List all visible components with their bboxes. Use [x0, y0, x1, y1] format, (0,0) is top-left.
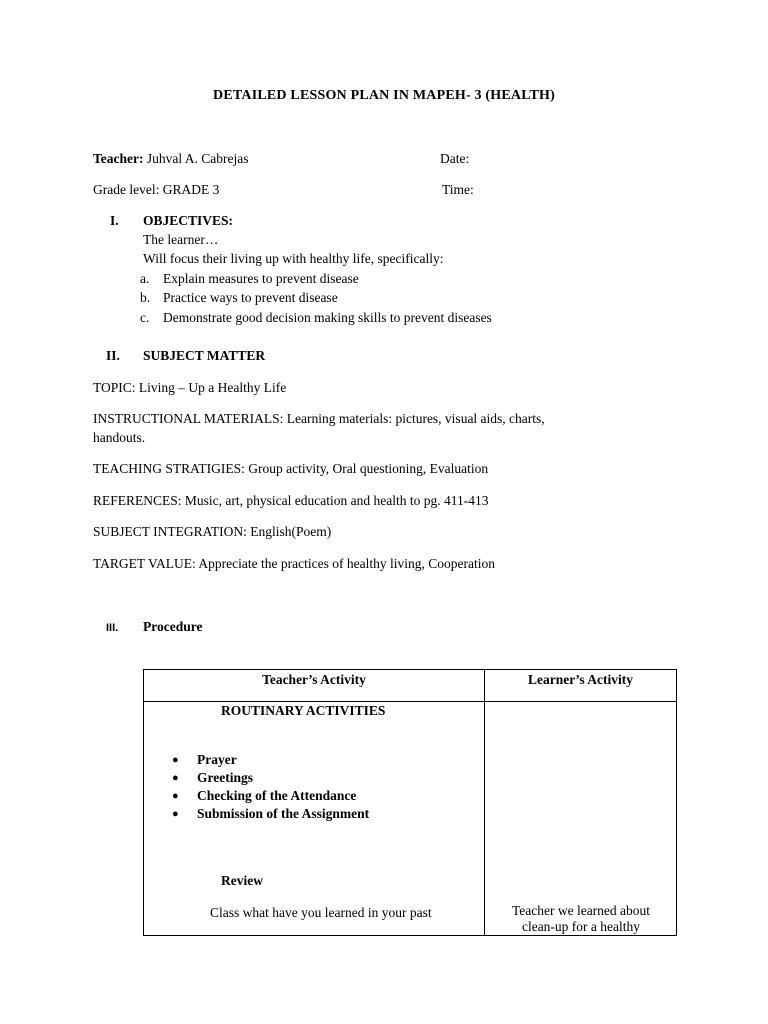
routinary-heading: ROUTINARY ACTIVITIES [221, 703, 386, 718]
procedure-heading: Procedure [143, 619, 203, 634]
grade-label: Grade level: [93, 182, 160, 197]
objectives-heading: OBJECTIVES: [143, 213, 234, 228]
integration-line: SUBJECT INTEGRATION: English(Poem) [93, 524, 332, 539]
topic-line: TOPIC: Living – Up a Healthy Life [93, 380, 287, 395]
learner-activity-header-text: Learner’s Activity [527, 672, 634, 687]
date-label: Date: [440, 151, 470, 166]
teacher-name: Juhval A. Cabrejas [146, 151, 249, 166]
grade-value: GRADE 3 [162, 182, 220, 197]
bullet-icon: ● [172, 754, 179, 766]
objective-marker-c: c. [140, 310, 150, 325]
learner-review-line-2: clean-up for a healthy [521, 919, 641, 934]
teacher-activity-cell [144, 702, 485, 936]
routine-item-prayer: Prayer [197, 752, 237, 767]
strategies-line: TEACHING STRATIGIES: Group activity, Oral questioning, Evaluation [93, 461, 489, 476]
routine-item-greetings: Greetings [197, 770, 253, 785]
materials-line-2: handouts. [93, 430, 146, 445]
procedure-table-header-row [144, 670, 677, 702]
objective-text-c: Demonstrate good decision making skills to prevent diseases [163, 310, 492, 325]
bullet-icon: ● [172, 790, 179, 802]
grade-row [93, 182, 219, 198]
materials-line-1: INSTRUCTIONAL MATERIALS: Learning materials: pictures, visual aids, charts, [93, 411, 545, 426]
teacher-row [93, 151, 248, 167]
teacher-activity-header-text: Teacher’s Activity [262, 672, 366, 687]
bullet-icon: ● [172, 808, 179, 820]
subject-matter-heading: SUBJECT MATTER [143, 348, 266, 363]
learner-review-line-1: Teacher we learned about [511, 903, 651, 918]
procedure-table-body-row [144, 702, 677, 936]
review-heading: Review [221, 873, 263, 888]
routine-item-attendance: Checking of the Attendance [197, 788, 357, 803]
bullet-icon: ● [172, 772, 179, 784]
teacher-review-line: Class what have you learned in your past [210, 905, 432, 920]
teacher-label: Teacher: [93, 151, 144, 166]
learner-activity-cell [485, 702, 677, 936]
document-title: DETAILED LESSON PLAN IN MAPEH- 3 (HEALTH) [213, 88, 555, 103]
objectives-numeral: I. [110, 213, 119, 228]
objective-text-b: Practice ways to prevent disease [163, 290, 338, 305]
time-label: Time: [442, 182, 474, 197]
teacher-activity-header [144, 670, 485, 702]
procedure-table [143, 669, 677, 936]
objective-marker-a: a. [140, 271, 150, 286]
references-line: REFERENCES: Music, art, physical education and health to pg. 411-413 [93, 493, 489, 508]
objective-marker-b: b. [140, 290, 151, 305]
target-value-line: TARGET VALUE: Appreciate the practices of healthy living, Cooperation [93, 556, 495, 571]
objectives-intro: The learner… [143, 232, 219, 247]
objective-text-a: Explain measures to prevent disease [163, 271, 359, 286]
procedure-numeral: III. [106, 622, 119, 634]
learner-activity-header [485, 670, 677, 702]
objectives-lead: Will focus their living up with healthy life, specifically: [143, 251, 444, 266]
subject-matter-numeral: II. [106, 348, 120, 363]
routine-item-assignment: Submission of the Assignment [197, 806, 370, 821]
